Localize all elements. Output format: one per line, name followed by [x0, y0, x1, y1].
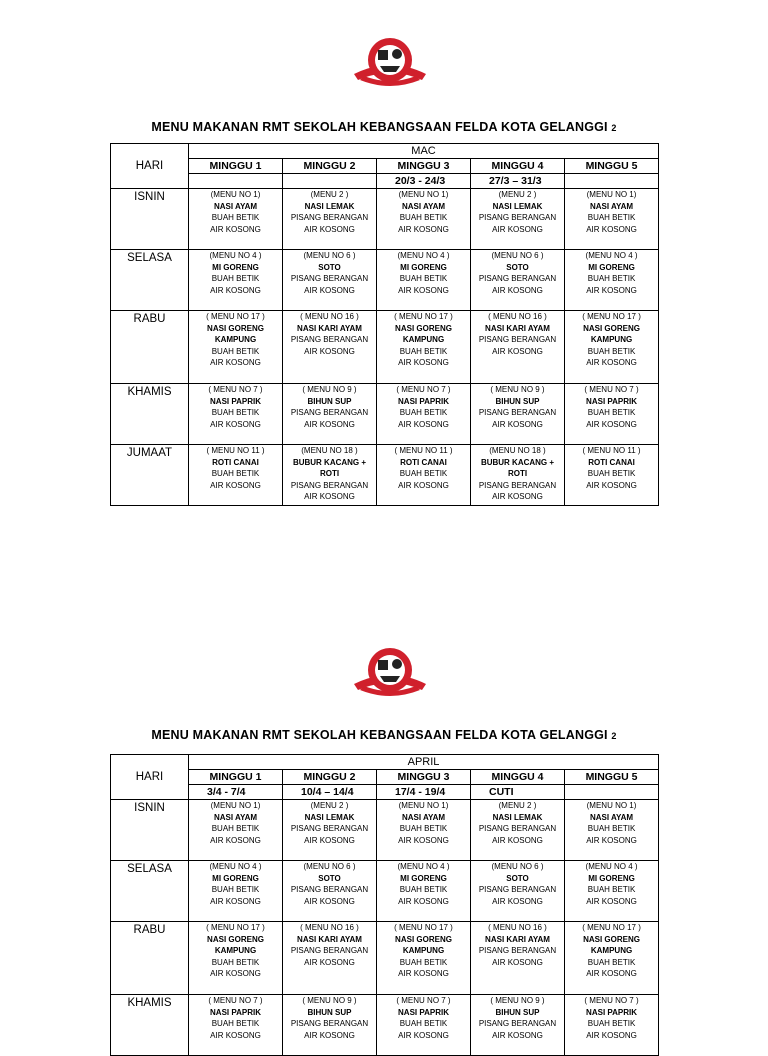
week-header: MINGGU 2: [283, 770, 377, 785]
menu-rows: [111, 800, 659, 1056]
menu-number: ( MENU NO 11 ): [206, 446, 265, 455]
menu-item: PISANG BERANGAN: [478, 408, 557, 417]
menu-number: ( MENU NO 9 ): [490, 996, 545, 1005]
week-date: CUTI: [471, 785, 565, 800]
dish-name: NASI LEMAK: [492, 201, 543, 211]
menu-cell: [283, 861, 377, 922]
menu-number: (MENU 2 ): [310, 190, 349, 199]
menu-cell: [565, 861, 659, 922]
menu-cell: [471, 189, 565, 250]
menu-item: BUAH BETIK: [399, 346, 448, 356]
day-label: RABU: [111, 922, 189, 995]
menu-number: ( MENU NO 16 ): [488, 312, 547, 321]
menu-item: AIR KOSONG: [492, 1030, 543, 1040]
week-date: [565, 785, 659, 800]
menu-number: (MENU NO 18 ): [489, 446, 546, 455]
menu-cell: [283, 445, 377, 506]
menu-item: BUAH BETIK: [211, 346, 260, 356]
menu-cell: [189, 922, 283, 995]
menu-item: AIR KOSONG: [210, 285, 261, 295]
menu-cell: [471, 861, 565, 922]
menu-cell: [565, 384, 659, 445]
dish-name: NASI PAPRIK: [586, 1007, 638, 1017]
week-header: MINGGU 3: [377, 770, 471, 785]
dish-name: NASI AYAM: [589, 812, 634, 822]
week-date: 17/4 - 19/4: [377, 785, 471, 800]
menu-item: BUAH BETIK: [587, 408, 636, 417]
menu-number: ( MENU NO 16 ): [300, 312, 359, 321]
dish-name: MI GORENG: [400, 873, 447, 883]
menu-number: (MENU NO 4 ): [585, 251, 638, 260]
menu-item: PISANG BERANGAN: [478, 1019, 557, 1028]
menu-number: (MENU NO 18 ): [301, 446, 358, 455]
menu-cell: [565, 445, 659, 506]
menu-number: (MENU NO 6 ): [303, 251, 356, 260]
menu-number: (MENU NO 4 ): [209, 251, 262, 260]
menu-cell: [283, 189, 377, 250]
menu-cell: [189, 861, 283, 922]
dish-name: NASI GORENG: [207, 323, 264, 333]
menu-item: AIR KOSONG: [398, 224, 449, 234]
menu-item: BUAH BETIK: [587, 957, 636, 967]
dish-name: ROTI: [319, 469, 340, 478]
menu-cell: [377, 384, 471, 445]
menu-number: ( MENU NO 9 ): [302, 996, 357, 1005]
dish-name: BIHUN SUP: [495, 396, 540, 406]
dish-name: ROTI: [507, 469, 528, 478]
menu-cell: [377, 250, 471, 311]
dish-name: MI GORENG: [400, 262, 447, 272]
menu-item: BUAH BETIK: [587, 885, 636, 894]
menu-item: PISANG BERANGAN: [478, 480, 557, 490]
menu-item: AIR KOSONG: [398, 285, 449, 295]
dish-name: NASI AYAM: [589, 201, 634, 211]
day-label: SELASA: [111, 861, 189, 922]
menu-cell: [377, 445, 471, 506]
menu-cell: [189, 445, 283, 506]
menu-item: BUAH BETIK: [211, 274, 260, 283]
menu-cell: [377, 995, 471, 1056]
menu-item: AIR KOSONG: [398, 835, 449, 845]
menu-rows: [111, 189, 659, 506]
dish-name: NASI LEMAK: [492, 812, 543, 822]
week-header: MINGGU 4: [471, 770, 565, 785]
week-date: [565, 174, 659, 189]
menu-item: PISANG BERANGAN: [290, 408, 369, 417]
day-label: KHAMIS: [111, 384, 189, 445]
dish-name: NASI GORENG: [583, 934, 640, 944]
menu-cell: [565, 311, 659, 384]
menu-item: AIR KOSONG: [586, 1030, 637, 1040]
school-title: MENU MAKANAN RMT SEKOLAH KEBANGSAAN FELDA KOTA GELANGGI: [151, 120, 608, 134]
dish-name: NASI PAPRIK: [398, 1007, 449, 1017]
dish-name: NASI KARI AYAM: [485, 934, 550, 944]
menu-item: BUAH BETIK: [399, 469, 448, 478]
dish-name: ROTI CANAI: [400, 457, 447, 467]
school-title: MENU MAKANAN RMT SEKOLAH KEBANGSAAN FELDA KOTA GELANGGI: [151, 728, 608, 742]
menu-item: BUAH BETIK: [399, 957, 448, 967]
menu-item: BUAH BETIK: [211, 469, 260, 478]
menu-item: BUAH BETIK: [211, 957, 260, 967]
menu-number: ( MENU NO 16 ): [300, 923, 359, 932]
menu-row-khamis: [111, 995, 659, 1056]
dish-name: NASI AYAM: [401, 201, 446, 211]
menu-cell: [189, 384, 283, 445]
dish-name: NASI AYAM: [213, 812, 258, 822]
menu-number: (MENU NO 1): [398, 190, 449, 199]
menu-item: AIR KOSONG: [586, 358, 637, 367]
menu-item: AIR KOSONG: [398, 480, 449, 490]
week-header: MINGGU 5: [565, 159, 659, 174]
dish-name: SOTO: [318, 873, 341, 883]
week-date: [189, 174, 283, 189]
dish-name: NASI LEMAK: [304, 812, 355, 822]
dish-name: NASI KARI AYAM: [485, 323, 550, 333]
dish-name: MI GORENG: [588, 873, 635, 883]
dish-name: ROTI CANAI: [588, 457, 635, 467]
menu-number: (MENU NO 6 ): [491, 862, 544, 871]
menu-item: PISANG BERANGAN: [478, 885, 557, 894]
menu-item: AIR KOSONG: [210, 358, 261, 367]
menu-number: ( MENU NO 7 ): [584, 996, 639, 1005]
menu-number: (MENU 2 ): [498, 801, 537, 810]
menu-item: AIR KOSONG: [398, 419, 449, 429]
menu-item: AIR KOSONG: [492, 224, 543, 234]
menu-number: (MENU 2 ): [498, 190, 537, 199]
menu-item: AIR KOSONG: [586, 835, 637, 845]
menu-item: AIR KOSONG: [210, 969, 261, 978]
menu-item: BUAH BETIK: [587, 213, 636, 222]
menu-item: AIR KOSONG: [210, 419, 261, 429]
page-title: [0, 120, 768, 134]
menu-number: (MENU NO 1): [210, 801, 261, 810]
menu-table-mac: [110, 143, 659, 506]
menu-row-isnin: [111, 189, 659, 250]
hari-header: HARI: [111, 755, 189, 800]
dish-name: BIHUN SUP: [307, 396, 352, 406]
dish-name: SOTO: [506, 262, 529, 272]
menu-cell: [471, 250, 565, 311]
week-date: 27/3 – 31/3: [471, 174, 565, 189]
dish-name: KAMPUNG: [402, 335, 445, 344]
menu-number: ( MENU NO 17 ): [582, 312, 641, 321]
day-label: ISNIN: [111, 189, 189, 250]
menu-number: (MENU NO 4 ): [397, 862, 450, 871]
menu-item: BUAH BETIK: [399, 1019, 448, 1028]
school-logo-icon: [350, 646, 430, 702]
menu-item: AIR KOSONG: [492, 957, 543, 967]
menu-item: BUAH BETIK: [587, 469, 636, 478]
month-header: APRIL: [189, 755, 659, 770]
menu-table-april: [110, 754, 659, 1056]
menu-cell: [283, 250, 377, 311]
menu-number: (MENU NO 1): [586, 801, 637, 810]
menu-item: AIR KOSONG: [304, 896, 355, 906]
menu-item: AIR KOSONG: [304, 492, 355, 501]
hari-header: HARI: [111, 144, 189, 189]
menu-item: PISANG BERANGAN: [478, 274, 557, 283]
menu-number: (MENU 2 ): [310, 801, 349, 810]
menu-cell: [471, 800, 565, 861]
menu-number: ( MENU NO 17 ): [394, 312, 453, 321]
menu-item: AIR KOSONG: [492, 285, 543, 295]
menu-item: AIR KOSONG: [304, 835, 355, 845]
dish-name: NASI KARI AYAM: [297, 323, 362, 333]
menu-item: PISANG BERANGAN: [290, 274, 369, 283]
menu-number: (MENU NO 1): [586, 190, 637, 199]
month-header: MAC: [189, 144, 659, 159]
menu-number: (MENU NO 1): [398, 801, 449, 810]
dish-name: NASI GORENG: [583, 323, 640, 333]
menu-number: ( MENU NO 7 ): [396, 385, 451, 394]
week-header: MINGGU 4: [471, 159, 565, 174]
menu-item: PISANG BERANGAN: [290, 885, 369, 894]
menu-item: AIR KOSONG: [210, 835, 261, 845]
dish-name: KAMPUNG: [402, 946, 445, 955]
menu-cell: [471, 384, 565, 445]
menu-item: AIR KOSONG: [210, 224, 261, 234]
week-header: MINGGU 3: [377, 159, 471, 174]
menu-cell: [189, 250, 283, 311]
dish-name: MI GORENG: [588, 262, 635, 272]
menu-item: BUAH BETIK: [211, 408, 260, 417]
dish-name: SOTO: [318, 262, 341, 272]
menu-item: AIR KOSONG: [586, 480, 637, 490]
menu-cell: [189, 800, 283, 861]
menu-cell: [471, 445, 565, 506]
menu-item: AIR KOSONG: [210, 896, 261, 906]
menu-item: PISANG BERANGAN: [290, 824, 369, 833]
dish-name: KAMPUNG: [590, 335, 633, 344]
menu-item: AIR KOSONG: [492, 835, 543, 845]
week-header: MINGGU 2: [283, 159, 377, 174]
menu-cell: [471, 995, 565, 1056]
dish-name: BIHUN SUP: [307, 1007, 352, 1017]
menu-cell: [283, 800, 377, 861]
dish-name: NASI PAPRIK: [398, 396, 449, 406]
dish-name: KAMPUNG: [214, 335, 257, 344]
menu-item: BUAH BETIK: [211, 824, 260, 833]
menu-item: BUAH BETIK: [211, 1019, 260, 1028]
menu-number: (MENU NO 4 ): [209, 862, 262, 871]
dish-name: MI GORENG: [212, 873, 259, 883]
menu-cell: [565, 922, 659, 995]
menu-item: AIR KOSONG: [304, 346, 355, 356]
menu-number: (MENU NO 6 ): [491, 251, 544, 260]
week-header: MINGGU 5: [565, 770, 659, 785]
menu-cell: [565, 800, 659, 861]
dish-name: NASI PAPRIK: [586, 396, 638, 406]
menu-item: PISANG BERANGAN: [478, 335, 557, 344]
menu-section-april: [0, 610, 768, 1040]
dish-name: NASI LEMAK: [304, 201, 355, 211]
menu-item: PISANG BERANGAN: [478, 213, 557, 222]
menu-cell: [471, 922, 565, 995]
menu-item: BUAH BETIK: [587, 274, 636, 283]
menu-item: AIR KOSONG: [586, 419, 637, 429]
menu-section-mac: [0, 0, 768, 520]
menu-item: BUAH BETIK: [587, 1019, 636, 1028]
menu-item: BUAH BETIK: [399, 885, 448, 894]
menu-row-khamis: [111, 384, 659, 445]
menu-item: PISANG BERANGAN: [478, 824, 557, 833]
menu-item: AIR KOSONG: [492, 492, 543, 501]
menu-item: PISANG BERANGAN: [478, 946, 557, 955]
menu-cell: [377, 922, 471, 995]
menu-item: BUAH BETIK: [211, 213, 260, 222]
dish-name: BUBUR KACANG +: [480, 457, 555, 467]
menu-number: ( MENU NO 7 ): [208, 996, 263, 1005]
menu-cell: [565, 189, 659, 250]
menu-item: PISANG BERANGAN: [290, 480, 369, 490]
menu-number: (MENU NO 4 ): [397, 251, 450, 260]
menu-number: ( MENU NO 7 ): [208, 385, 263, 394]
menu-cell: [377, 800, 471, 861]
menu-cell: [283, 922, 377, 995]
school-title-suffix: 2: [611, 123, 617, 133]
menu-number: ( MENU NO 11 ): [582, 446, 641, 455]
week-date: 10/4 – 14/4: [283, 785, 377, 800]
menu-number: ( MENU NO 17 ): [582, 923, 641, 932]
menu-item: BUAH BETIK: [399, 824, 448, 833]
menu-item: PISANG BERANGAN: [290, 213, 369, 222]
menu-item: AIR KOSONG: [304, 224, 355, 234]
dish-name: ROTI CANAI: [212, 457, 259, 467]
dish-name: NASI AYAM: [401, 812, 446, 822]
menu-row-jumaat: [111, 445, 659, 506]
dish-name: NASI AYAM: [213, 201, 258, 211]
dish-name: BUBUR KACANG +: [292, 457, 367, 467]
menu-row-selasa: [111, 861, 659, 922]
day-label: RABU: [111, 311, 189, 384]
menu-cell: [189, 995, 283, 1056]
dish-name: NASI KARI AYAM: [297, 934, 362, 944]
menu-item: AIR KOSONG: [304, 957, 355, 967]
page-title: [0, 728, 768, 742]
menu-item: AIR KOSONG: [492, 419, 543, 429]
menu-number: ( MENU NO 17 ): [206, 923, 265, 932]
menu-cell: [471, 311, 565, 384]
menu-cell: [565, 250, 659, 311]
menu-item: AIR KOSONG: [398, 896, 449, 906]
menu-item: AIR KOSONG: [586, 969, 637, 978]
menu-item: AIR KOSONG: [398, 358, 449, 367]
day-label: SELASA: [111, 250, 189, 311]
menu-item: AIR KOSONG: [492, 346, 543, 356]
menu-number: (MENU NO 6 ): [303, 862, 356, 871]
school-logo-icon: [350, 36, 430, 92]
day-label: KHAMIS: [111, 995, 189, 1056]
menu-item: BUAH BETIK: [211, 885, 260, 894]
dish-name: NASI GORENG: [207, 934, 264, 944]
menu-item: AIR KOSONG: [398, 969, 449, 978]
menu-item: AIR KOSONG: [304, 1030, 355, 1040]
dish-name: BIHUN SUP: [495, 1007, 540, 1017]
menu-item: PISANG BERANGAN: [290, 946, 369, 955]
school-title-suffix: 2: [611, 731, 617, 741]
menu-item: AIR KOSONG: [586, 285, 637, 295]
menu-row-rabu: [111, 922, 659, 995]
menu-item: AIR KOSONG: [210, 480, 261, 490]
dish-name: NASI GORENG: [395, 934, 452, 944]
menu-item: BUAH BETIK: [399, 213, 448, 222]
menu-cell: [377, 311, 471, 384]
menu-number: ( MENU NO 17 ): [394, 923, 453, 932]
menu-number: (MENU NO 1): [210, 190, 261, 199]
week-date: 20/3 - 24/3: [377, 174, 471, 189]
dish-name: NASI PAPRIK: [210, 396, 261, 406]
menu-item: AIR KOSONG: [586, 896, 637, 906]
week-header: MINGGU 1: [189, 770, 283, 785]
week-header: MINGGU 1: [189, 159, 283, 174]
menu-number: ( MENU NO 7 ): [396, 996, 451, 1005]
menu-cell: [189, 189, 283, 250]
menu-cell: [189, 311, 283, 384]
dish-name: KAMPUNG: [214, 946, 257, 955]
dish-name: SOTO: [506, 873, 529, 883]
menu-number: ( MENU NO 9 ): [302, 385, 357, 394]
menu-item: AIR KOSONG: [586, 224, 637, 234]
menu-number: ( MENU NO 16 ): [488, 923, 547, 932]
day-label: ISNIN: [111, 800, 189, 861]
menu-cell: [377, 189, 471, 250]
menu-item: AIR KOSONG: [304, 285, 355, 295]
menu-row-isnin: [111, 800, 659, 861]
menu-cell: [377, 861, 471, 922]
menu-item: AIR KOSONG: [492, 896, 543, 906]
menu-item: AIR KOSONG: [210, 1030, 261, 1040]
menu-item: BUAH BETIK: [399, 274, 448, 283]
menu-item: PISANG BERANGAN: [290, 1019, 369, 1028]
menu-item: BUAH BETIK: [399, 408, 448, 417]
menu-cell: [283, 995, 377, 1056]
menu-cell: [283, 311, 377, 384]
menu-item: BUAH BETIK: [587, 824, 636, 833]
menu-row-rabu: [111, 311, 659, 384]
menu-row-selasa: [111, 250, 659, 311]
week-date: 3/4 - 7/4: [189, 785, 283, 800]
menu-number: (MENU NO 4 ): [585, 862, 638, 871]
week-date: [283, 174, 377, 189]
menu-item: BUAH BETIK: [587, 346, 636, 356]
menu-cell: [283, 384, 377, 445]
menu-item: AIR KOSONG: [398, 1030, 449, 1040]
menu-number: ( MENU NO 11 ): [394, 446, 453, 455]
dish-name: NASI GORENG: [395, 323, 452, 333]
menu-number: ( MENU NO 7 ): [584, 385, 639, 394]
menu-number: ( MENU NO 17 ): [206, 312, 265, 321]
menu-cell: [565, 995, 659, 1056]
dish-name: NASI PAPRIK: [210, 1007, 261, 1017]
dish-name: MI GORENG: [212, 262, 259, 272]
menu-number: ( MENU NO 9 ): [490, 385, 545, 394]
dish-name: KAMPUNG: [590, 946, 633, 955]
menu-item: AIR KOSONG: [304, 419, 355, 429]
menu-item: PISANG BERANGAN: [290, 335, 369, 344]
day-label: JUMAAT: [111, 445, 189, 506]
